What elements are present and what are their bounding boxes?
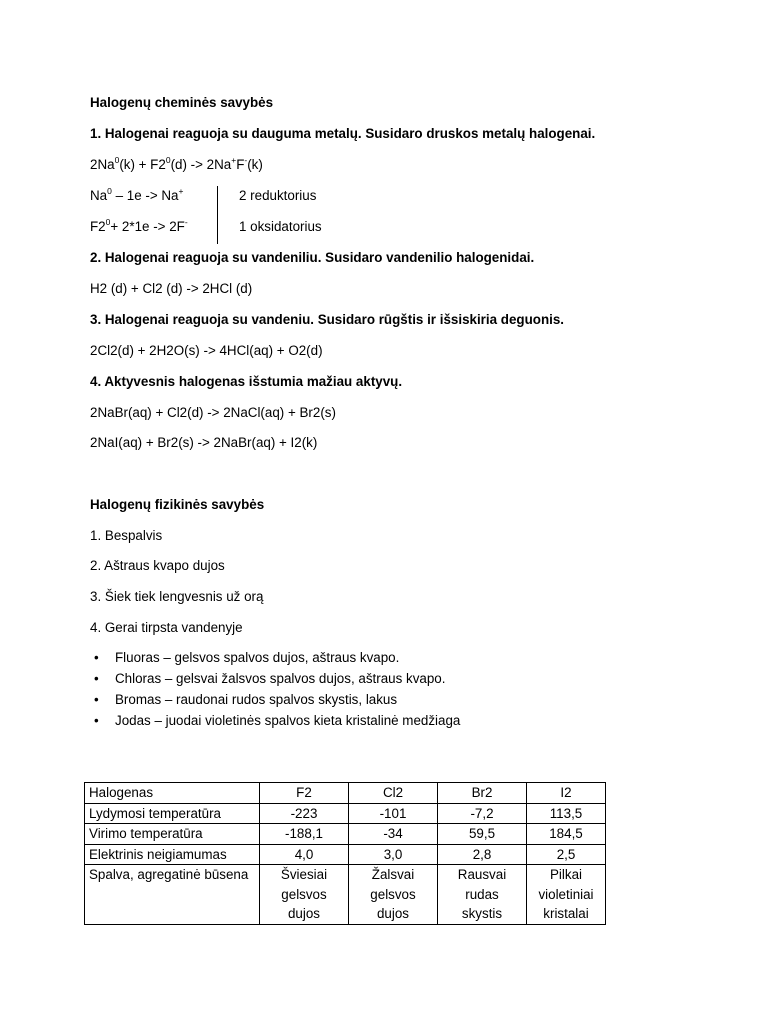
table-cell [438, 865, 527, 925]
bullet-icon: • [94, 650, 99, 665]
reaction-2-title: 2. Halogenai reaguoja su vandeniliu. Susidaro vandenilio halogenidai. [90, 250, 535, 265]
half-reaction-reduction [90, 218, 188, 237]
ion-charge: + [231, 155, 237, 165]
table-cell-line: dujos [376, 906, 409, 921]
table-cell-line: violetiniai [538, 886, 594, 902]
table-cell: -7,2 [438, 803, 527, 824]
table-cell: 4,0 [260, 844, 349, 865]
bullet-icon: • [94, 671, 99, 686]
table-cell-line: skystis [461, 906, 503, 921]
table-header-cell: F2 [260, 783, 349, 804]
list-item [90, 647, 460, 668]
table-cell-line: rudas [465, 886, 499, 902]
table-cell: 2,8 [438, 844, 527, 865]
physical-property-item: 4. Gerai tirpsta vandenyje [90, 620, 243, 635]
table-cell: -223 [260, 803, 349, 824]
reaction-3-equation: 2Cl2(d) + 2H2O(s) -> 4HCl(aq) + O2(d) [90, 343, 323, 358]
list-item [90, 668, 460, 689]
oxidation-state: 0 [114, 155, 120, 165]
oxidizer-label: 1 oksidatorius [239, 219, 322, 234]
table-cell: 2,5 [527, 844, 606, 865]
table-header-row [85, 783, 606, 804]
equation-part: Na [90, 188, 108, 203]
reaction-1-title: 1. Halogenai reaguoja su dauguma metalų. Susidaro druskos metalų halogenai. [90, 126, 596, 141]
table-cell: -34 [349, 824, 438, 845]
table-cell: 3,0 [349, 844, 438, 865]
oxidation-state: 0 [107, 186, 112, 196]
ion-charge: - [184, 217, 188, 227]
reaction-4-equation-1: 2NaBr(aq) + Cl2(d) -> 2NaCl(aq) + Br2(s) [90, 405, 336, 420]
reaction-2-equation: H2 (d) + Cl2 (d) -> 2HCl (d) [90, 281, 253, 296]
reaction-3-title: 3. Halogenai reaguoja su vandeniu. Susidaro rūgštis ir išsiskiria deguonis. [90, 312, 565, 327]
table-cell: 184,5 [527, 824, 606, 845]
reaction-4-equation-2: 2NaI(aq) + Br2(s) -> 2NaBr(aq) + I2(k) [90, 435, 318, 450]
physical-property-item: 1. Bespalvis [90, 528, 163, 543]
reaction-1-equation [90, 156, 263, 175]
reducer-label: 2 reduktorius [239, 188, 317, 203]
ion-charge: - [244, 155, 248, 165]
equation-part: F [236, 157, 245, 172]
table-cell-line: dujos [287, 906, 320, 921]
halogen-properties-table [84, 782, 606, 925]
table-row-label: Elektrinis neigiamumas [85, 844, 260, 865]
ion-charge: + [178, 186, 184, 196]
table-cell-line: kristalai [543, 906, 589, 921]
list-item [90, 689, 460, 710]
table-cell-line: Žalsvai [371, 867, 415, 882]
list-item-text: Jodas – juodai violetinės spalvos kieta kristalinė medžiaga [115, 713, 461, 728]
equation-part: (k) [247, 157, 263, 172]
table-row [85, 844, 606, 865]
table-cell: -188,1 [260, 824, 349, 845]
table-header-cell: Br2 [438, 783, 527, 804]
table-header-cell: Halogenas [85, 783, 260, 804]
halogen-descriptions-list [90, 647, 460, 731]
table-cell: -101 [349, 803, 438, 824]
equation-part: – 1e -> Na [111, 188, 179, 203]
table-cell [527, 865, 606, 925]
oxidation-state: 0 [165, 155, 171, 165]
equation-part: + 2*1e -> 2F [110, 219, 185, 234]
table-cell [349, 865, 438, 925]
oxidation-state: 0 [105, 217, 111, 227]
table-cell-line: gelsvos [370, 886, 416, 902]
table-row-label: Spalva, agregatinė būsena [85, 865, 260, 925]
half-reaction-oxidation [90, 187, 183, 206]
bullet-icon: • [94, 692, 99, 707]
reaction-4-title: 4. Aktyvesnis halogenas išstumia mažiau aktyvų. [90, 374, 403, 389]
table-row [85, 865, 606, 925]
bullet-icon: • [94, 713, 99, 728]
physical-property-item: 2. Aštraus kvapo dujos [90, 558, 225, 573]
table-cell [260, 865, 349, 925]
list-item-text: Chloras – gelsvai žalsvos spalvos dujos, aštraus kvapo. [115, 671, 446, 686]
table-cell: 113,5 [527, 803, 606, 824]
equation-part: (d) -> 2Na [170, 157, 232, 172]
table-header-cell: Cl2 [349, 783, 438, 804]
table-cell-line: gelsvos [281, 886, 327, 902]
list-item-text: Fluoras – gelsvos spalvos dujos, aštraus kvapo. [115, 650, 400, 665]
table-row [85, 824, 606, 845]
table-row-label: Lydymosi temperatūra [85, 803, 260, 824]
half-reaction-divider [217, 186, 218, 244]
table-cell-line: Pilkai [550, 867, 582, 882]
physical-property-item: 3. Šiek tiek lengvesnis už orą [90, 589, 264, 604]
list-item-text: Bromas – raudonai rudos spalvos skystis, lakus [115, 692, 398, 707]
physical-properties-title: Halogenų fizikinės savybės [90, 497, 265, 512]
table-row [85, 803, 606, 824]
chemical-properties-title: Halogenų cheminės savybės [90, 95, 274, 110]
table-cell-line: Šviesiai [280, 867, 328, 882]
equation-part: 2Na [90, 157, 115, 172]
table-cell-line: Rausvai [457, 867, 507, 882]
equation-part: F2 [90, 219, 106, 234]
list-item [90, 710, 460, 731]
table-cell: 59,5 [438, 824, 527, 845]
table-header-cell: I2 [527, 783, 606, 804]
table-row-label: Virimo temperatūra [85, 824, 260, 845]
equation-part: (k) + F2 [119, 157, 166, 172]
